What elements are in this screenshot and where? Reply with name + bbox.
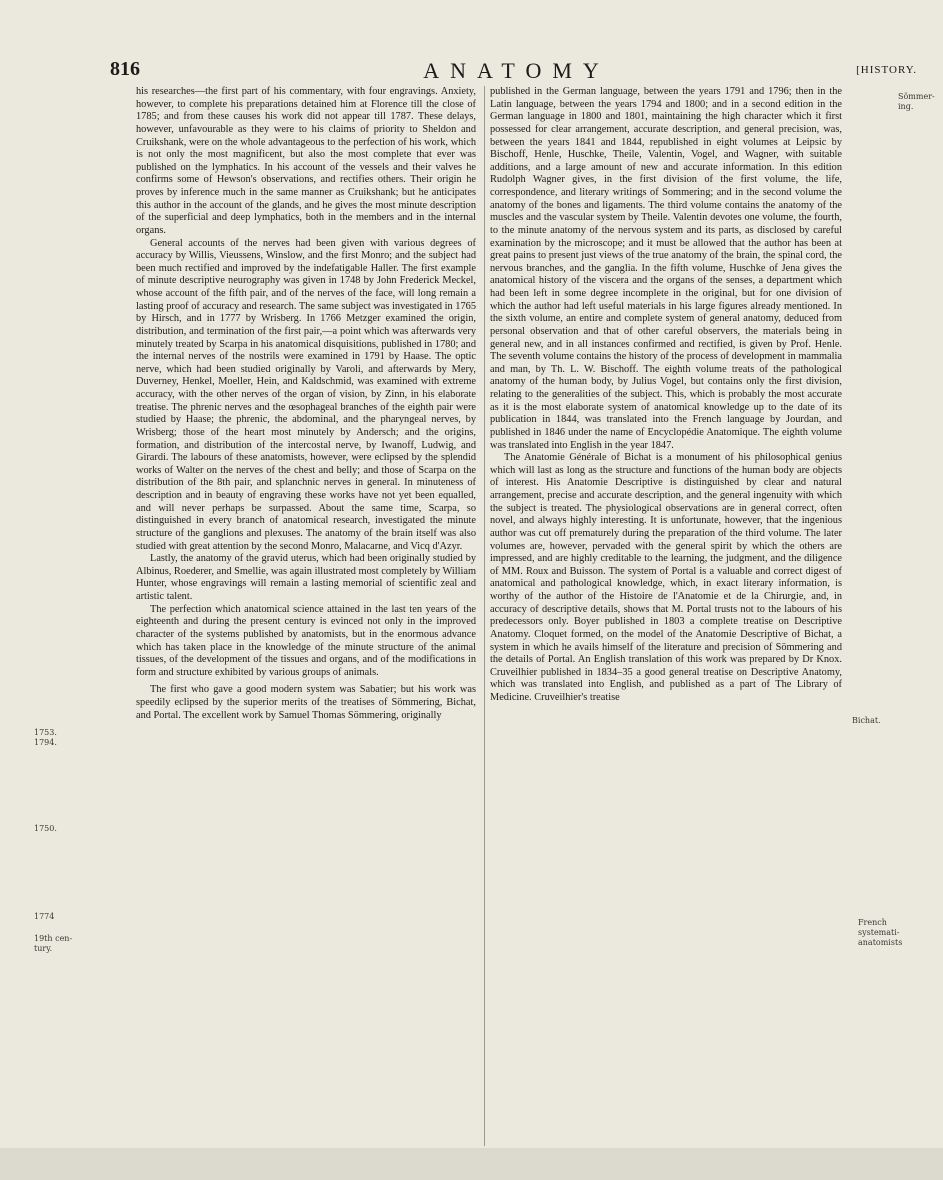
left-paragraph-2: General accounts of the nerves had been given with various degrees of accuracy by Willis, Vieussens, Winslow, and the first Monro; and the subject had been much rectified and improved by the indefatigable Haller. The first example of minute descriptive neurography was given in 1748 by John Frederick Meckel, whose account of the fifth pair, and of the nerves of the face, will long remain a lasting proof of accuracy and research. The same subject was investigated in 1765 by Hirsch, and in 1777 by Wrisberg. In 1766 Metzger examined the origin, distribution, and termination of the first pair,—a point which was afterwards very minutely treated by Scarpa in his anatomical disquisitions, published in 1780; and the internal nerves of the nostrils were examined in 1791 by Haase. The optic nerve, which had been studied originally by Varoli, and afterwards by Mery, Duverney, Henkel, Moeller, Hein, and Kaldschmid, was examined with extreme accuracy, with the other nerves of the organ of vision, by Zinn, in his elaborate treatise. The phrenic nerves and the œsophageal branches of the eighth pair were studied by Haase; the phrenic, the abdominal, and the pharyngeal nerves, by Wrisberg; those of the heart most minutely by Andersch; and the origins, formation, and distribution of the intercostal nerve, by Iwanoff, Ludwig, and Girardi. The labours of these anatomists, however, were eclipsed by the splendid works of Walter on the nerves of the chest and belly; and those of Scarpa on the distribution of the 8th pair, and splanchnic nerves in general. In minuteness of description and in beauty of engraving these works have not yet been equalled, and will never perhaps be surpassed. About the same time, Scarpa, so distinguished in every branch of anatomical research, investigated the minute structure of the ganglions and plexuses. The anatomy of the brain itself was also studied with great attention by the second Monro, Malacarne, and Vicq d'Azyr. [136,237,476,552]
running-title: ANATOMY [423,58,610,83]
margin-note: Bichat. [852,716,881,725]
margin-note: Sömmer- [898,92,935,101]
margin-note: 1753. [34,728,57,737]
left-paragraph-5: The first who gave a good modern system was Sabatier; but his work was speedily eclipsed by the superior merits of the treatises of Sömmering, Bichat, and Portal. The excellent work by Samuel Thomas Sömmering, originally [136,684,476,721]
section-tag: [HISTORY. [856,64,917,76]
left-paragraph-4: The perfection which anatomical science attained in the last ten years of the eighteenth and during the present century is evinced not only in the improved character of the systems published by anatomists, but in the enormous advance which has taken place in the knowledge of the minute structure of the animal tissues, of the development of the tissues and organs, and of the modifications in form and structure exhibited by various groups of animals. [136,603,476,678]
page-header [110,58,923,88]
margin-note: anatomists [858,938,903,947]
left-paragraph-1: his researches—the first part of his commentary, with four engravings. Anxiety, however, to complete his preparations detained him at Florence till the close of 1785; and from these causes his work did not appear till 1787. These delays, however, unfavourable as they were to his claims of priority to Sheldon and Cruikshank, were on the whole advantageous to the perfection of his work, which is not only the most magnificent, but also the most complete that ever was published on the lymphatics. In his account of the vessels and their valves he confirms some of Hewson's observations, and rectifies others. Their origin he proves by inference much in the same manner as Cruikshank; but he anticipates this author in the account of the glands, and he gives the most minute description of the superficial and deep lymphatics, both in the members and in the internal organs. [136,86,476,236]
margin-note: 19th cen- [34,934,73,943]
margin-note: tury. [34,944,53,953]
page-number: 816 [110,58,140,80]
margin-note: ing. [898,102,914,111]
right-paragraph-1: published in the German language, between the years 1791 and 1796; then in the Latin language, between the years 1794 and 1800; and in a second edition in the German language in 1800 and 1801, maintaining the high character which it first possessed for clear arrangement, accurate description, and general precision, was, between the years 1841 and 1844, republished in eight volumes at Leipsic by Bischoff, Henle, Huschke, Theile, Valentin, Vogel, and Wagner, with suitable additions, and a large amount of new and accurate information. In this edition Rudolph Wagner gives, in the first division of the first volume, the life, correspondence, and literary writings of Sommering; and in the second volume the anatomy of the bones and ligaments. The third volume contains the anatomy of the muscles and the vascular system by Theile. Valentin devotes one volume, the fourth, to the minute anatomy of the nervous system and its parts, as disclosed by careful examination by the microscope; and it must be allowed that the author has been at great pains to present just views of the true anatomy of the brain, the spinal cord, the nervous branches, and the ganglia. In the fifth volume, Huschke of Jena gives the anatomical history of the viscera and the organs of the senses, a department which had been left in some degree incomplete in the original, but for one division of which the author had left useful materials in his large figures already mentioned. In the sixth volume, an entire and complete system of general anatomy, deduced from personal observation and that of other careful observers, the materials being in general new, and in all instances confirmed and rectified, is given by Prof. Henle. The seventh volume contains the history of the process of development in mammalia and man, by Th. L. W. Bischoff. The eighth volume treats of the pathological anatomy of the human body, by Julius Vogel, but contains only the first division, relating to the generalities of the subject. This, which is probably the most accurate as it is the most elaborate system of anatomical knowledge up to the date of its publication in 1844, was translated into the French language by Jourdan, and published in 1846 under the name of Encyclopédie Anatomique. The eighth volume was translated into English in the year 1847. [490,86,842,451]
column-rule [484,86,485,1146]
right-column [490,86,842,705]
left-column [136,86,476,722]
left-paragraph-3: Lastly, the anatomy of the gravid uterus, which had been originally studied by Albinus, Roederer, and Smellie, was again illustrated most completely by William Hunter, whose engravings will remain a lasting memorial of scientific zeal and artistic talent. [136,553,476,602]
margin-note: French [858,918,887,927]
margin-note: systemati- [858,928,900,937]
margin-note: 1774 [34,912,55,921]
right-paragraph-2: The Anatomie Générale of Bichat is a monument of his philosophical genius which will last as long as the structure and functions of the human body are objects of interest. His Anatomie Descriptive is distinguished by clear and natural arrangement, precise and accurate description, and the general ingenuity with which the subject is treated. The physiological observations are in general correct, often novel, and always highly interesting. It is unfortunate, however, that the ingenious author was cut off prematurely during the preparation of the third volume. The later volumes are, however, pervaded with the general spirit by which the others are impressed, and are highly creditable to the learning, the judgment, and the diligence of MM. Roux and Buisson. The system of Portal is a valuable and correct digest of anatomical and pathological knowledge, which, in exact literary information, is worthy of the author of the Histoire de l'Anatomie et de la Chirurgie, and, in accuracy of descriptive details, shows that M. Portal trusts not to the labours of his predecessors only. Boyer published in 1803 a complete treatise on Descriptive Anatomy. Cloquet formed, on the model of the Anatomie Descriptive of Bichat, a system in which he avails himself of the literature and precision of Sömmering and the details of Portal. An English translation of this work was prepared by Dr Knox. Cruveilhier published in 1834–35 a good general treatise on Descriptive Anatomy, which was translated into English, and published as a part of The Library of Medicine. Cruveilhier's treatise [490,452,842,703]
margin-note: 1750. [34,824,57,833]
margin-note: 1794. [34,738,57,747]
page-bottom-edge [0,1148,943,1180]
